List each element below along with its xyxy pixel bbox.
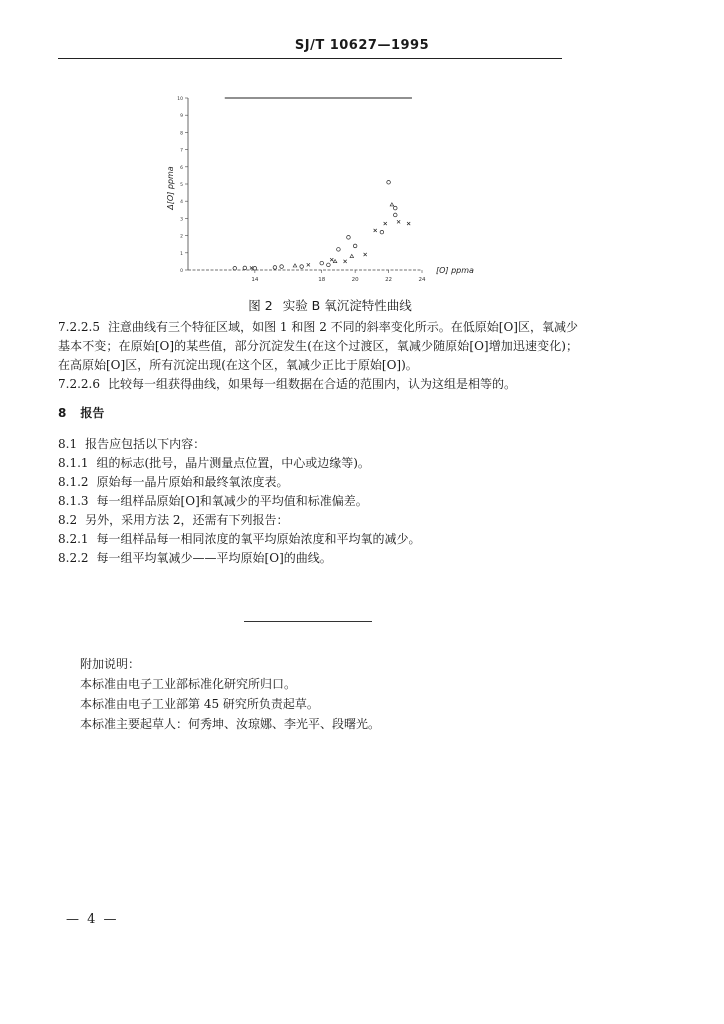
data-point-circle [387, 180, 391, 184]
x-tick-label: 20 [351, 277, 359, 283]
data-point-circle [273, 266, 277, 270]
y-tick-label: 3 [180, 217, 183, 223]
item-number: 8.2 [58, 513, 78, 527]
clause-text: 注意曲线有三个特征区域，如图 1 和图 2 不同的斜率变化所示。在低原始[O]区，氧减少基本不变；在原始[O]的某些值，部分沉淀发生(在这个过渡区，氧减少随原始[O]增加迅速变化)；在高原始[O]区，所有沉淀出现(在这个区，氧减少正比于原始[O])。 [58, 320, 578, 372]
report-item-8-1-1 [58, 454, 578, 473]
report-items [58, 435, 578, 568]
document-body [58, 318, 578, 568]
item-number: 8.2.2 [58, 551, 89, 565]
section-title: 报告 [80, 406, 105, 420]
data-point-cross [384, 222, 387, 225]
data-point-triangle [390, 203, 394, 206]
figure-number: 图 2 [248, 298, 273, 313]
data-point-cross [397, 220, 400, 223]
item-number: 8.1.2 [58, 475, 89, 489]
x-tick-label: 18 [318, 277, 326, 283]
data-point-circle [300, 265, 304, 269]
standard-code: SJ/T 10627—1995 [294, 38, 430, 53]
item-number: 8.1.3 [58, 494, 89, 508]
data-point-circle [347, 236, 351, 240]
header-rule [58, 58, 562, 59]
y-tick-label: 1 [180, 251, 183, 257]
data-point-circle [253, 266, 257, 270]
page-number: — 4 — [66, 912, 119, 927]
x-tick-label: 24 [418, 277, 426, 283]
figure-caption-text: 实验 B 氧沉淀特性曲线 [282, 298, 412, 313]
report-item-8-2-1 [58, 530, 578, 549]
x-axis-label: [O] ppma [436, 266, 474, 275]
item-text: 每一组平均氧减少——平均原始[O]的曲线。 [96, 551, 332, 565]
data-point-triangle [293, 264, 297, 267]
scatter-chart [160, 88, 490, 288]
data-point-circle [393, 206, 397, 210]
y-tick-label: 8 [180, 131, 183, 137]
item-text: 报告应包括以下内容： [85, 437, 206, 451]
item-number: 8.1 [58, 437, 78, 451]
data-point-circle [243, 266, 247, 270]
clause-7-2-2-5 [58, 318, 578, 375]
data-point-circle [327, 263, 331, 267]
item-text: 每一组样品每一相同浓度的氧平均原始浓度和平均氧的减少。 [96, 532, 421, 546]
clause-number: 7.2.2.6 [58, 377, 100, 391]
clause-number: 7.2.2.5 [58, 320, 100, 334]
figure-caption [0, 296, 660, 314]
x-tick-label: 14 [251, 277, 259, 283]
report-item-8-1-3 [58, 492, 578, 511]
item-text: 组的标志(批号，晶片测量点位置，中心或边缘等)。 [96, 456, 370, 470]
notes-heading: 附加说明： [80, 657, 141, 671]
y-tick-label: 0 [180, 269, 183, 274]
y-tick-label: 9 [180, 114, 183, 120]
item-text: 另外，采用方法 2，还需有下列报告： [85, 513, 289, 527]
report-item-8-2-2 [58, 549, 578, 568]
item-text: 原始每一晶片原始和最终氧浓度表。 [96, 475, 289, 489]
section-number: 8 [58, 406, 67, 420]
item-number: 8.1.1 [58, 456, 89, 470]
additional-notes [80, 654, 380, 734]
data-point-circle [393, 213, 397, 217]
data-point-cross [307, 263, 310, 266]
report-item-8-1 [58, 435, 578, 454]
data-point-cross [364, 253, 367, 256]
x-tick-label: 22 [385, 277, 393, 283]
report-item-8-1-2 [58, 473, 578, 492]
notes-line: 本标准由电子工业部第 45 研究所负责起草。 [80, 697, 319, 711]
section-8-heading [58, 404, 578, 423]
data-point-circle [337, 248, 341, 252]
data-point-cross [374, 229, 377, 232]
y-tick-label: 2 [180, 234, 183, 240]
item-number: 8.2.1 [58, 532, 89, 546]
report-item-8-2 [58, 511, 578, 530]
y-tick-label: 4 [180, 200, 183, 206]
data-point-triangle [350, 254, 354, 257]
notes-line: 本标准主要起草人：何秀坤、汝琼娜、李光平、段曙光。 [80, 717, 381, 731]
data-point-triangle [333, 260, 337, 263]
clause-text: 比较每一组获得曲线，如果每一组数据在合适的范围内，认为这组是相等的。 [107, 377, 516, 391]
data-point-circle [280, 265, 284, 269]
item-text: 每一组样品原始[O]和氧减少的平均值和标准偏差。 [96, 494, 368, 508]
data-point-circle [353, 244, 357, 248]
data-point-circle [380, 230, 384, 234]
data-point-cross [250, 266, 253, 269]
clause-7-2-2-6 [58, 375, 578, 394]
y-tick-label: 10 [177, 97, 183, 102]
data-point-cross [330, 258, 333, 261]
y-tick-label: 6 [180, 165, 183, 171]
data-point-circle [320, 261, 324, 265]
y-axis-label: Δ[O] ppma [166, 166, 175, 210]
data-point-cross [344, 260, 347, 263]
closing-rule [244, 621, 372, 622]
y-tick-label: 7 [180, 148, 183, 154]
data-point-cross [407, 222, 410, 225]
notes-line: 本标准由电子工业部标准化研究所归口。 [80, 677, 297, 691]
figure-2 [160, 88, 490, 288]
y-tick-label: 5 [180, 183, 183, 188]
data-point-circle [233, 266, 237, 270]
